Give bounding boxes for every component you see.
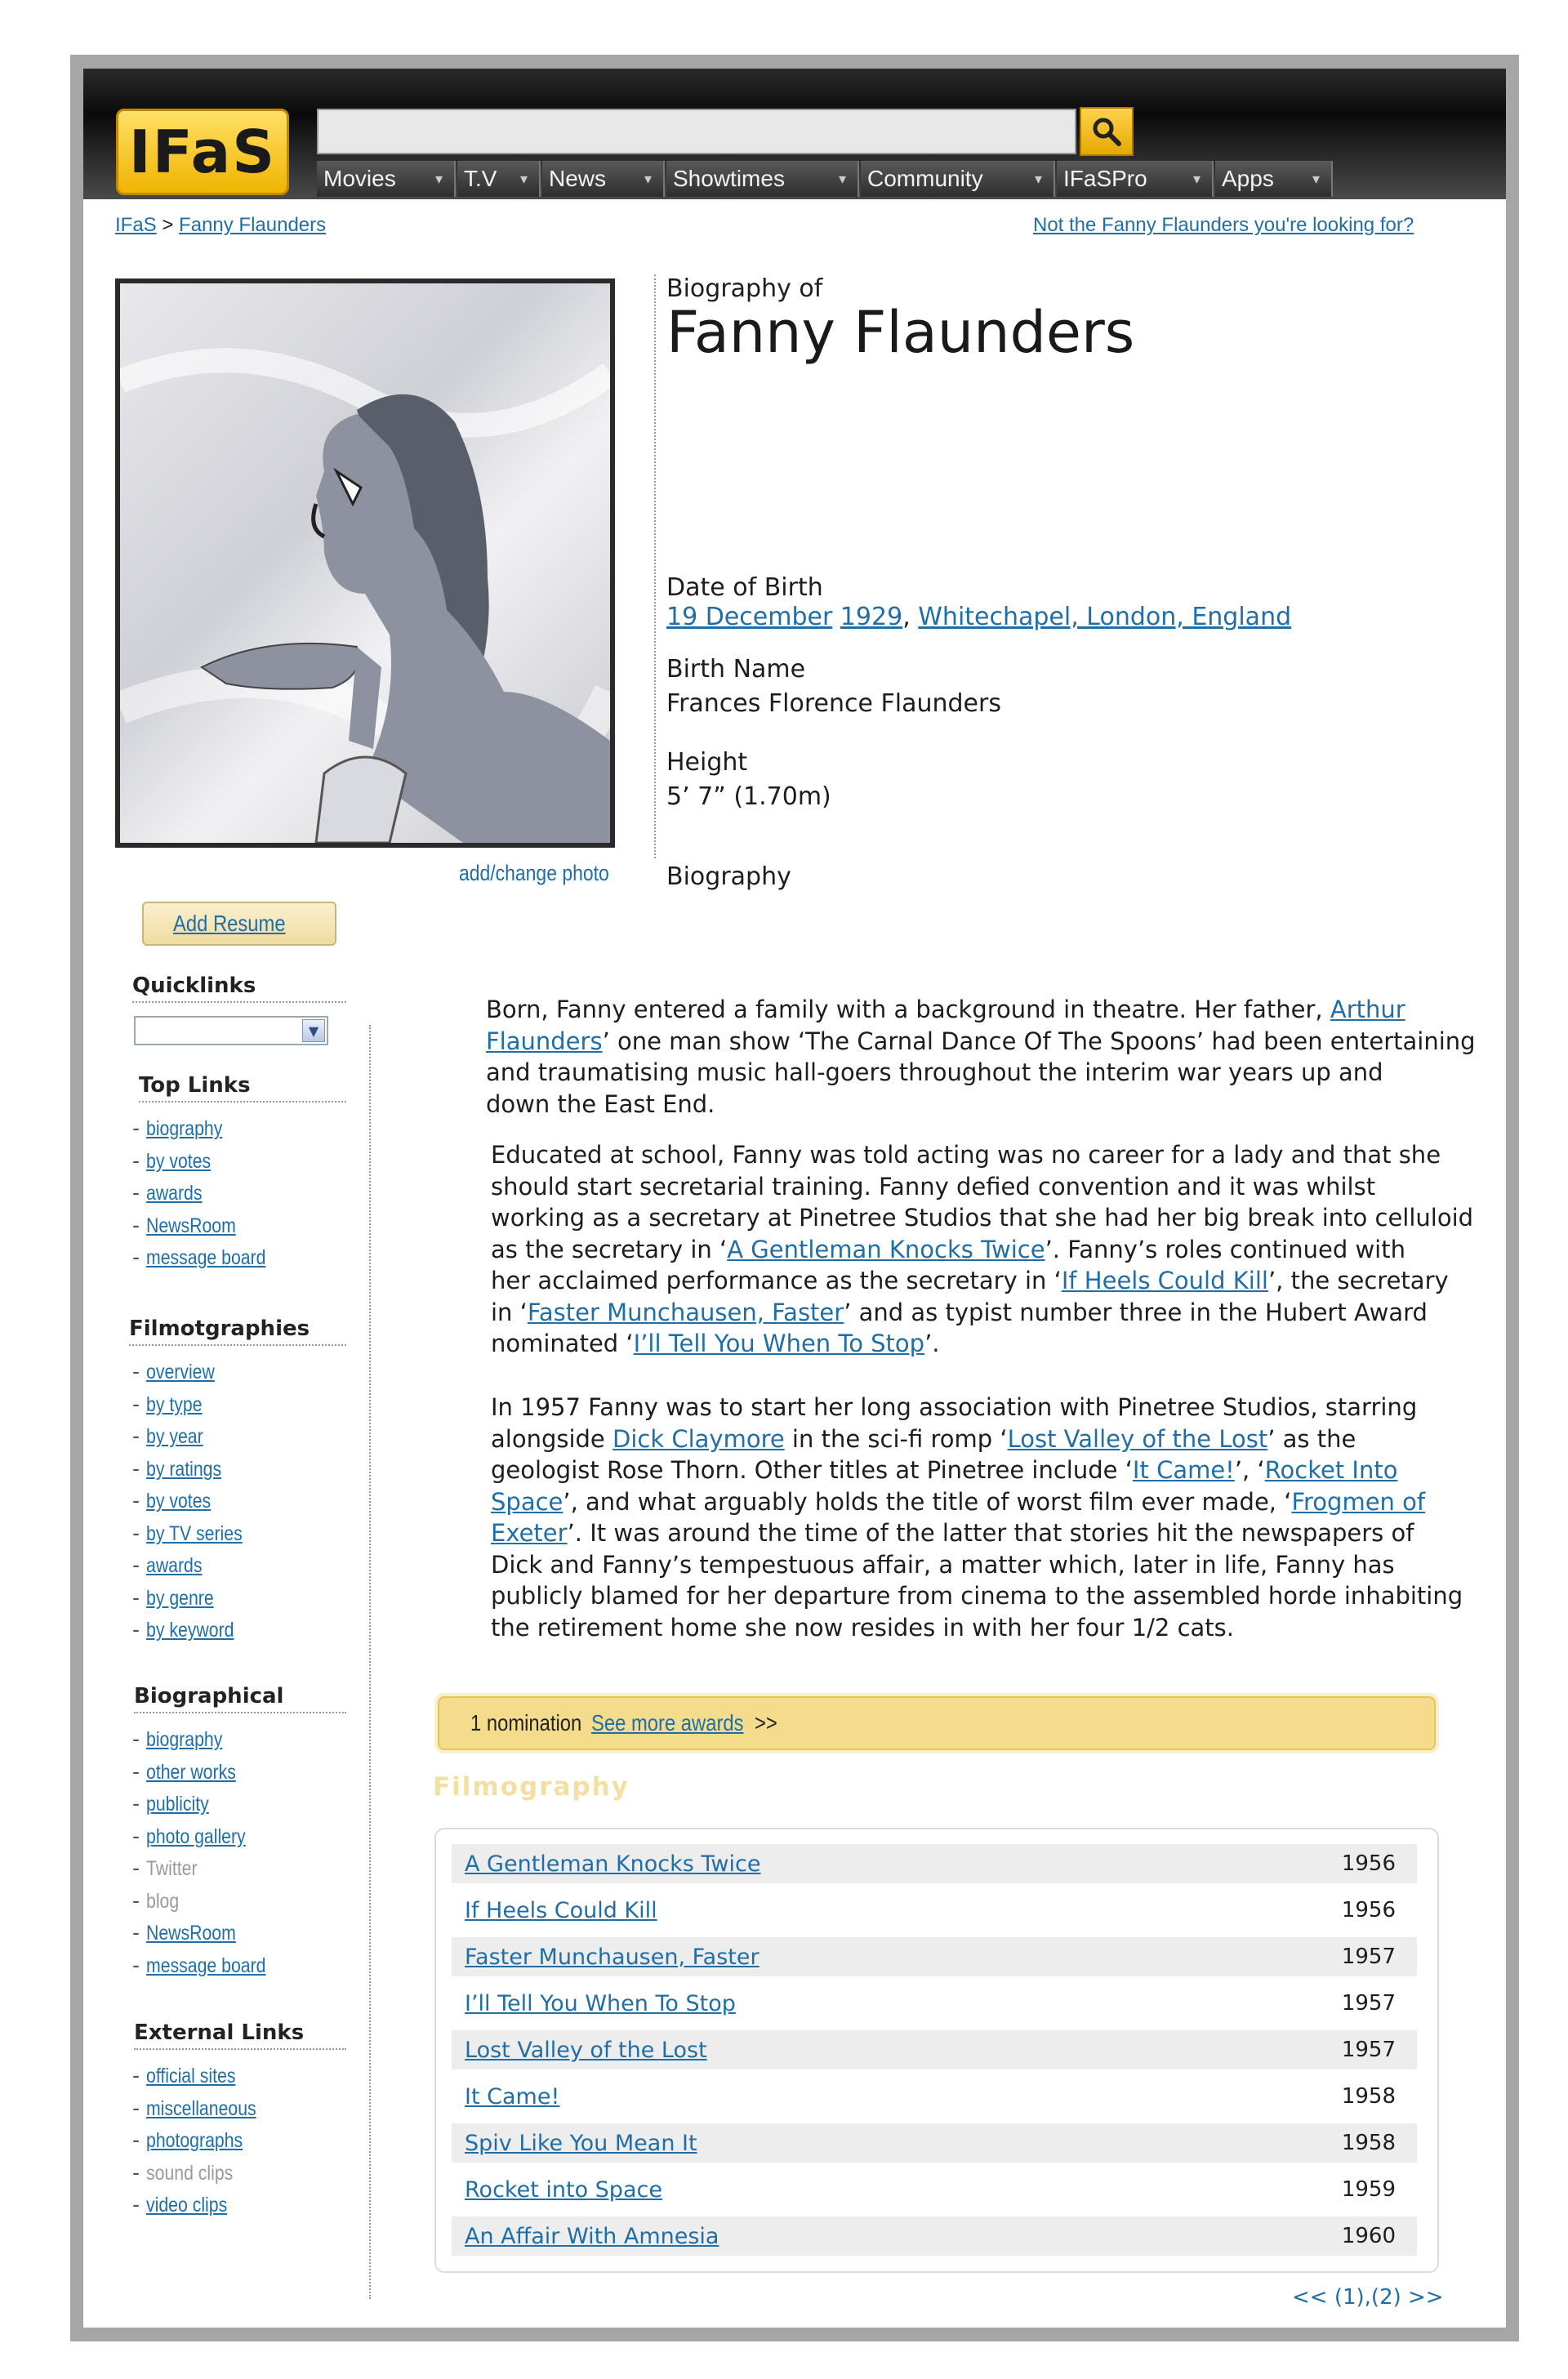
film-year: 1956 (1341, 1898, 1396, 1922)
film-link[interactable]: Frogmen of (1291, 1487, 1426, 1516)
film-title-link[interactable]: Rocket into Space (465, 2176, 662, 2203)
sidebar-item-biography[interactable]: - biography (132, 1723, 287, 1756)
breadcrumb (115, 214, 326, 237)
nav-label: Showtimes (673, 166, 785, 191)
nav-ifaspro[interactable] (1057, 161, 1214, 197)
link-label: awards (145, 1554, 203, 1577)
quicklinks-select[interactable] (134, 1016, 328, 1045)
link-label: biography (145, 1728, 222, 1751)
sidebar-item-sound-clips[interactable]: - sound clips (132, 2157, 275, 2190)
see-more-awards-link[interactable]: See more awards (591, 1710, 744, 1735)
search-input[interactable] (317, 109, 1076, 154)
sidebar-item-overview[interactable]: - overview (132, 1356, 259, 1388)
film-year: 1959 (1341, 2177, 1396, 2202)
sidebar-item-by-votes[interactable]: - by votes (132, 1485, 259, 1517)
nav-label: Apps (1222, 166, 1274, 191)
film-title-link[interactable]: Faster Munchausen, Faster (465, 1944, 760, 1970)
sidebar-item-twitter[interactable]: - Twitter (132, 1852, 287, 1885)
arthur-flaunders-link[interactable]: Arthur (1330, 996, 1405, 1023)
sidebar-item-other-works[interactable]: - other works (132, 1756, 287, 1789)
link-label: message board (145, 1246, 265, 1269)
table-row[interactable] (452, 1984, 1417, 2023)
link-label: message board (145, 1954, 265, 1977)
sidebar-item-by-genre[interactable]: - by genre (132, 1582, 259, 1615)
table-row[interactable] (452, 2030, 1417, 2069)
sidebar-item-message-board[interactable]: - message board (132, 1949, 287, 1982)
film-link[interactable]: Lost Valley of the Lost (1007, 1424, 1268, 1453)
link-label: publicity (145, 1793, 209, 1815)
table-row[interactable] (452, 2170, 1417, 2209)
chevron-down-icon: ▾ (1312, 171, 1320, 187)
sidebar-item-by-type[interactable]: - by type (132, 1388, 259, 1421)
film-link[interactable]: Space (491, 1487, 564, 1516)
table-row[interactable] (452, 1891, 1417, 1930)
table-row[interactable] (452, 2123, 1417, 2163)
nav-news[interactable] (542, 161, 665, 197)
dob-year-link[interactable]: 1929 (840, 603, 903, 631)
chevron-down-icon: ▾ (1034, 171, 1042, 187)
film-title-link[interactable]: An Affair With Amnesia (465, 2223, 719, 2249)
search-icon (1090, 115, 1123, 148)
top-links-list (132, 1112, 287, 1274)
filmography-heading: Filmography (433, 1772, 630, 1802)
breadcrumb-current[interactable]: Fanny Flaunders (179, 214, 327, 236)
film-year: 1957 (1341, 1991, 1396, 2016)
height-value: 5’ 7” (1.70m) (666, 782, 831, 811)
film-link[interactable]: It Came! (1132, 1456, 1235, 1484)
sidebar-item-awards[interactable]: - awards (132, 1549, 259, 1582)
dob-place-link[interactable]: Whitechapel, London, England (918, 603, 1292, 631)
page-title: Fanny Flaunders (666, 299, 1135, 366)
link-label: official sites (145, 2065, 235, 2087)
nav-movies[interactable] (317, 161, 456, 197)
nav-label: News (549, 166, 607, 191)
link-label: by type (145, 1392, 203, 1416)
sidebar-item-blog[interactable]: - blog (132, 1885, 287, 1918)
link-label: photo gallery (145, 1824, 246, 1848)
nomination-count: 1 nomination (470, 1710, 582, 1735)
chevron-down-icon[interactable]: ▼ (302, 1019, 325, 1042)
dob-day-link[interactable]: 19 December (666, 603, 833, 631)
pagination[interactable]: << (1),(2) >> (1292, 2285, 1444, 2310)
chevron-down-icon: ▾ (434, 171, 443, 187)
film-link[interactable]: I’ll Tell You When To Stop (633, 1330, 925, 1357)
table-row[interactable] (452, 1844, 1417, 1883)
film-year: 1958 (1341, 2131, 1396, 2155)
sidebar-item-by-tv-series[interactable]: - by TV series (132, 1517, 259, 1550)
sidebar-item-miscellaneous[interactable]: - miscellaneous (132, 2092, 275, 2125)
bio-paragraph-1: Born, Fanny entered a family with a background in theatre. Her father, Arthur Flaunders’ one man show ‘The Carnal Dance Of The Spoons’ had been entertaining and traumatising music hall-goers throughout the interim war years up and down the East End. (486, 996, 1476, 1118)
nav-community[interactable] (861, 161, 1055, 197)
link-label: by TV series (145, 1521, 243, 1545)
bio-paragraph-3: In 1957 Fanny was to start her long association with Pinetree Studios, starring alongside Dick Claymore in the sci-fi romp ‘Lost Valley of the Lost’ as the geologist Rose Thorn. Other titles at Pinetree include ‘It Came!’, ‘Rocket Into Space’, and what arguably holds the title of worst film ever made, ‘Frogmen of Exeter’. It was around the time of the latter that stories hit the newspapers of Dick and Fanny’s tempestuous affair, a matter which, later in life, Fanny has publicly blamed for her departure from cinema to the assembled horde inhabiting the retirement home she now resides in with her four 1/2 cats. (491, 1393, 1463, 1642)
sidebar-item-video-clips[interactable]: - video clips (132, 2189, 275, 2221)
search-button[interactable] (1080, 107, 1134, 156)
nav-label: Community (867, 166, 983, 191)
chevron-right-icon: >> (754, 1710, 777, 1735)
film-year: 1956 (1341, 1851, 1396, 1876)
link-label: by votes (145, 1149, 211, 1173)
link-label: overview (145, 1361, 215, 1383)
sidebar-item-message-board[interactable]: - message board (132, 1241, 287, 1274)
sidebar-item-official-sites[interactable]: - official sites (132, 2060, 275, 2092)
top-links-heading: Top Links (139, 1073, 346, 1103)
link-label: Twitter (145, 1857, 198, 1880)
film-link[interactable]: If Heels Could Kill (1061, 1267, 1268, 1294)
birth-name-label: Birth Name (666, 655, 806, 684)
film-link[interactable]: Faster Munchausen, Faster (527, 1298, 844, 1326)
nav-showtimes[interactable] (666, 161, 859, 197)
sidebar-item-publicity[interactable]: - publicity (132, 1788, 287, 1820)
biography-label: Biography (666, 862, 791, 891)
chevron-down-icon: ▾ (519, 171, 528, 187)
link-label: by votes (145, 1490, 211, 1512)
height-label: Height (666, 748, 748, 777)
sidebar-item-by-year[interactable]: - by year (132, 1420, 259, 1453)
link-label: by year (145, 1425, 203, 1448)
table-row[interactable] (452, 1937, 1417, 1976)
profile-photo (115, 278, 615, 848)
film-year: 1958 (1341, 2084, 1396, 2109)
film-year: 1957 (1341, 2038, 1396, 2062)
nav-label: Movies (323, 166, 396, 191)
nav-apps[interactable] (1215, 161, 1333, 197)
chevron-down-icon: ▾ (838, 171, 846, 187)
table-row[interactable] (452, 2216, 1417, 2256)
external-links-heading: External Links (134, 2020, 346, 2050)
awards-bar (434, 1693, 1439, 1753)
film-link[interactable]: Rocket Into (1264, 1456, 1398, 1484)
birth-name-value: Frances Florence Flaunders (666, 689, 1001, 718)
link-label: blog (145, 1889, 179, 1913)
film-title-link[interactable]: If Heels Could Kill (465, 1897, 657, 1923)
filmographies-heading: Filmotgraphies (129, 1316, 346, 1346)
link-label: by genre (145, 1586, 214, 1610)
sidebar-item-awards[interactable]: - awards (132, 1177, 287, 1210)
table-row[interactable] (452, 2077, 1417, 2116)
add-resume-button[interactable] (142, 902, 336, 946)
sidebar-item-by-ratings[interactable]: - by ratings (132, 1453, 259, 1486)
external-links-list (132, 2060, 275, 2221)
link-label: video clips (145, 2194, 227, 2216)
dob-label: Date of Birth (666, 573, 823, 602)
not-looking-link[interactable]: Not the Fanny Flaunders you're looking for? (1033, 214, 1414, 236)
quicklinks-heading: Quicklinks (132, 973, 346, 1003)
sidebar-item-photographs[interactable]: - photographs (132, 2124, 275, 2157)
link-label: NewsRoom (145, 1214, 236, 1237)
biographical-heading: Biographical (134, 1684, 346, 1713)
film-link[interactable]: A Gentleman Knocks Twice (727, 1235, 1045, 1263)
add-resume-label: Add Resume (173, 911, 286, 936)
person-link[interactable]: Dick Claymore (612, 1424, 785, 1453)
link-label: awards (145, 1182, 203, 1205)
bio-paragraph-2: Educated at school, Fanny was told acting was no career for a lady and that she should start secretarial training. Fanny defied convention and it was whilst working as a secretary at Pinetree Studios that she had her big break into celluloid as the secretary in ‘A Gentleman Knocks Twice’. Fanny’s roles continued with her acclaimed performance as the secretary in ‘If Heels Could Kill’, the secretary in ‘Faster Munchausen, Faster’ and as typist number three in the Hubert Award nominated ‘I’ll Tell You When To Stop’. (491, 1141, 1474, 1357)
link-label: miscellaneous (145, 2096, 256, 2120)
film-title-link[interactable]: A Gentleman Knocks Twice (465, 1851, 761, 1877)
add-change-photo-link[interactable] (459, 861, 635, 886)
film-year: 1957 (1341, 1945, 1396, 1969)
film-title-link[interactable]: Spiv Like You Mean It (465, 2130, 697, 2156)
link-label: biography (145, 1117, 222, 1140)
portrait-illustration (120, 283, 610, 843)
add-photo-label: add/change photo (459, 861, 609, 885)
chevron-down-icon: ▾ (644, 171, 652, 187)
nav-tv[interactable] (457, 161, 541, 197)
sidebar-item-by-votes[interactable]: - by votes (132, 1145, 287, 1178)
link-label: sound clips (145, 2161, 233, 2185)
film-year: 1960 (1341, 2224, 1396, 2248)
sidebar-divider (369, 1025, 371, 2299)
film-title-link[interactable]: I’ll Tell You When To Stop (465, 1990, 736, 2016)
bio-of-label: Biography of (666, 274, 823, 303)
nav-label: IFaSPro (1063, 166, 1147, 191)
link-label: photographs (145, 2129, 243, 2152)
sidebar-item-by-keyword[interactable]: - by keyword (132, 1614, 259, 1646)
chevron-down-icon: ▾ (1192, 171, 1200, 187)
film-link[interactable]: Exeter (491, 1519, 568, 1547)
divider (654, 274, 656, 858)
link-label: other works (145, 1760, 236, 1784)
nav-label: T.V (464, 166, 497, 191)
link-label: NewsRoom (145, 1922, 236, 1945)
film-title-link[interactable]: Lost Valley of the Lost (465, 2037, 707, 2063)
filmographies-list (132, 1356, 259, 1646)
sidebar-item-newsroom[interactable]: - NewsRoom (132, 1917, 287, 1949)
sidebar-item-photo-gallery[interactable]: - photo gallery (132, 1820, 287, 1853)
film-title-link[interactable]: It Came! (465, 2083, 560, 2109)
sidebar-item-biography[interactable]: - biography (132, 1112, 287, 1145)
biographical-list (132, 1723, 287, 1981)
site-logo[interactable]: IFaS (116, 109, 289, 195)
dob-value: 19 December 1929, Whitechapel, London, England (666, 603, 1292, 631)
link-label: by ratings (145, 1457, 221, 1481)
breadcrumb-separator: > (162, 214, 174, 236)
link-label: by keyword (145, 1619, 234, 1642)
breadcrumb-home[interactable]: IFaS (115, 214, 157, 236)
sidebar-item-newsroom[interactable]: - NewsRoom (132, 1210, 287, 1242)
arthur-flaunders-link[interactable]: Flaunders (486, 1027, 603, 1055)
